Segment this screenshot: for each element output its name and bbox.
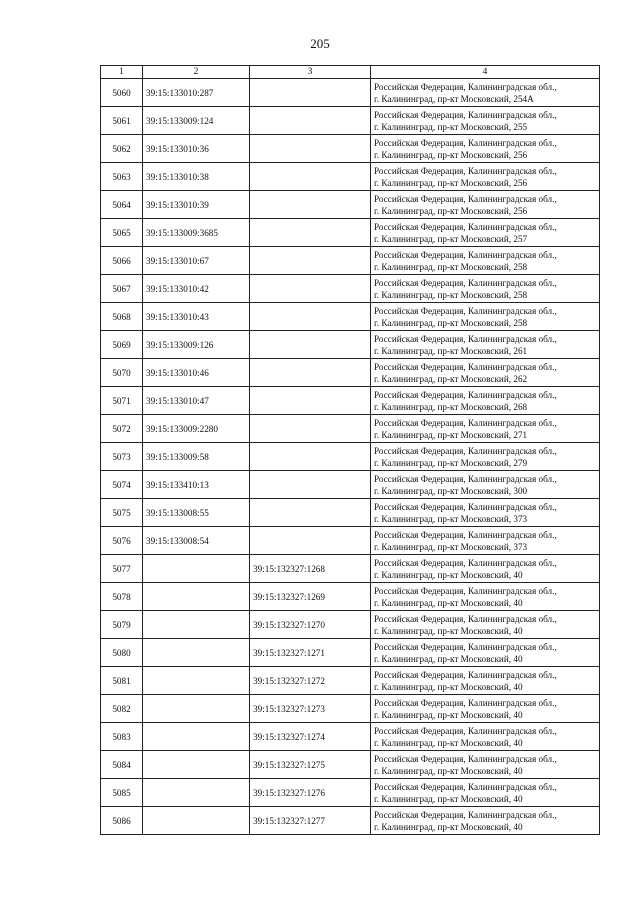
address-line-2: г. Калининград, пр-кт Московский, 258 — [374, 261, 528, 272]
cadastral-number: 39:15:133009:3685 — [143, 219, 250, 247]
row-number: 5067 — [101, 275, 143, 303]
address-line-1: Российская Федерация, Калининградская обл., — [374, 557, 557, 568]
row-number: 5075 — [101, 499, 143, 527]
row-number: 5066 — [101, 247, 143, 275]
table-header-row — [101, 66, 600, 79]
table-row — [101, 415, 600, 443]
building-cadastral-number: 39:15:132327:1268 — [250, 555, 371, 583]
table-row — [101, 247, 600, 275]
page-number: 205 — [310, 36, 330, 51]
cadastral-number: 39:15:133010:38 — [143, 163, 250, 191]
row-number: 5083 — [101, 723, 143, 751]
row-number: 5060 — [101, 79, 143, 107]
row-number: 5063 — [101, 163, 143, 191]
address-line-2: г. Калининград, пр-кт Московский, 40 — [374, 821, 523, 832]
row-number: 5068 — [101, 303, 143, 331]
table-row — [101, 107, 600, 135]
cadastral-number: 39:15:133410:13 — [143, 471, 250, 499]
row-number: 5062 — [101, 135, 143, 163]
row-number: 5064 — [101, 191, 143, 219]
row-number: 5082 — [101, 695, 143, 723]
cadastral-number — [143, 751, 250, 779]
address-cell — [371, 219, 600, 247]
table-row — [101, 443, 600, 471]
building-cadastral-number — [250, 415, 371, 443]
address-line-2: г. Калининград, пр-кт Московский, 373 — [374, 541, 528, 552]
building-cadastral-number — [250, 79, 371, 107]
address-line-1: Российская Федерация, Калининградская обл., — [374, 305, 557, 316]
cadastral-number: 39:15:133009:58 — [143, 443, 250, 471]
cadastral-number: 39:15:133010:42 — [143, 275, 250, 303]
cadastral-number: 39:15:133009:126 — [143, 331, 250, 359]
building-cadastral-number — [250, 135, 371, 163]
table-row — [101, 275, 600, 303]
column-header: 2 — [143, 66, 250, 79]
address-cell — [371, 583, 600, 611]
table-row — [101, 667, 600, 695]
building-cadastral-number — [250, 527, 371, 555]
address-cell — [371, 639, 600, 667]
building-cadastral-number — [250, 275, 371, 303]
cadastral-number: 39:15:133008:54 — [143, 527, 250, 555]
cadastral-number: 39:15:133009:2280 — [143, 415, 250, 443]
cadastral-number — [143, 667, 250, 695]
address-line-1: Российская Федерация, Калининградская обл., — [374, 81, 557, 92]
table-row — [101, 387, 600, 415]
table-row — [101, 359, 600, 387]
address-line-2: г. Калининград, пр-кт Московский, 256 — [374, 205, 528, 216]
table-row — [101, 723, 600, 751]
cadastral-number: 39:15:133010:43 — [143, 303, 250, 331]
address-cell — [371, 135, 600, 163]
address-line-1: Российская Федерация, Калининградская обл., — [374, 613, 557, 624]
row-number: 5084 — [101, 751, 143, 779]
building-cadastral-number — [250, 219, 371, 247]
row-number: 5074 — [101, 471, 143, 499]
address-line-1: Российская Федерация, Калининградская обл., — [374, 809, 557, 820]
column-header: 4 — [371, 66, 600, 79]
address-cell — [371, 471, 600, 499]
address-cell — [371, 191, 600, 219]
building-cadastral-number — [250, 387, 371, 415]
building-cadastral-number: 39:15:132327:1273 — [250, 695, 371, 723]
table-row — [101, 191, 600, 219]
building-cadastral-number — [250, 191, 371, 219]
building-cadastral-number — [250, 107, 371, 135]
cadastral-number: 39:15:133010:287 — [143, 79, 250, 107]
table-row — [101, 163, 600, 191]
address-line-1: Российская Федерация, Калининградская обл., — [374, 389, 557, 400]
address-line-1: Российская Федерация, Калининградская обл., — [374, 277, 557, 288]
address-cell — [371, 247, 600, 275]
address-line-1: Российская Федерация, Калининградская обл., — [374, 137, 557, 148]
building-cadastral-number: 39:15:132327:1270 — [250, 611, 371, 639]
cadastral-number: 39:15:133010:47 — [143, 387, 250, 415]
table-row — [101, 471, 600, 499]
table-row — [101, 583, 600, 611]
address-line-2: г. Калининград, пр-кт Московский, 40 — [374, 709, 523, 720]
address-line-2: г. Калининград, пр-кт Московский, 258 — [374, 317, 528, 328]
address-line-2: г. Калининград, пр-кт Московский, 40 — [374, 737, 523, 748]
address-line-1: Российская Федерация, Калининградская обл., — [374, 249, 557, 260]
table-row — [101, 499, 600, 527]
table-row — [101, 219, 600, 247]
address-line-2: г. Калининград, пр-кт Московский, 40 — [374, 681, 523, 692]
building-cadastral-number — [250, 163, 371, 191]
address-cell — [371, 79, 600, 107]
address-line-2: г. Калининград, пр-кт Московский, 40 — [374, 625, 523, 636]
address-cell — [371, 527, 600, 555]
row-number: 5061 — [101, 107, 143, 135]
address-cell — [371, 555, 600, 583]
table-row — [101, 779, 600, 807]
address-line-1: Российская Федерация, Калининградская обл., — [374, 585, 557, 596]
cadastral-number: 39:15:133010:36 — [143, 135, 250, 163]
building-cadastral-number: 39:15:132327:1276 — [250, 779, 371, 807]
address-cell — [371, 107, 600, 135]
row-number: 5076 — [101, 527, 143, 555]
address-line-2: г. Калининград, пр-кт Московский, 254А — [374, 93, 534, 104]
address-line-2: г. Калининград, пр-кт Московский, 40 — [374, 653, 523, 664]
address-line-2: г. Калининград, пр-кт Московский, 256 — [374, 149, 528, 160]
address-cell — [371, 779, 600, 807]
address-cell — [371, 443, 600, 471]
cadastral-number: 39:15:133010:46 — [143, 359, 250, 387]
address-line-1: Российская Федерация, Калининградская обл., — [374, 641, 557, 652]
address-cell — [371, 331, 600, 359]
address-line-1: Российская Федерация, Калининградская обл., — [374, 669, 557, 680]
address-line-1: Российская Федерация, Калининградская обл., — [374, 445, 557, 456]
address-line-2: г. Калининград, пр-кт Московский, 257 — [374, 233, 528, 244]
address-line-1: Российская Федерация, Калининградская обл., — [374, 501, 557, 512]
building-cadastral-number — [250, 359, 371, 387]
row-number: 5081 — [101, 667, 143, 695]
column-header: 3 — [250, 66, 371, 79]
row-number: 5070 — [101, 359, 143, 387]
building-cadastral-number — [250, 331, 371, 359]
address-line-2: г. Калининград, пр-кт Московский, 373 — [374, 513, 528, 524]
table-row — [101, 135, 600, 163]
address-line-1: Российская Федерация, Калининградская обл., — [374, 697, 557, 708]
building-cadastral-number: 39:15:132327:1269 — [250, 583, 371, 611]
address-line-1: Российская Федерация, Калининградская обл., — [374, 361, 557, 372]
cadastral-number — [143, 639, 250, 667]
address-cell — [371, 359, 600, 387]
row-number: 5073 — [101, 443, 143, 471]
address-cell — [371, 275, 600, 303]
building-cadastral-number: 39:15:132327:1277 — [250, 807, 371, 835]
cadastral-number — [143, 611, 250, 639]
row-number: 5071 — [101, 387, 143, 415]
table-row — [101, 331, 600, 359]
building-cadastral-number — [250, 303, 371, 331]
cadastral-number — [143, 555, 250, 583]
table-body — [101, 79, 600, 835]
table-row — [101, 751, 600, 779]
cadastral-number — [143, 695, 250, 723]
address-cell — [371, 667, 600, 695]
address-line-2: г. Калининград, пр-кт Московский, 279 — [374, 457, 528, 468]
address-line-1: Российская Федерация, Калининградская обл., — [374, 417, 557, 428]
row-number: 5085 — [101, 779, 143, 807]
row-number: 5078 — [101, 583, 143, 611]
address-line-2: г. Калининград, пр-кт Московский, 40 — [374, 597, 523, 608]
cadastral-number — [143, 779, 250, 807]
cadastral-number: 39:15:133010:67 — [143, 247, 250, 275]
address-cell — [371, 415, 600, 443]
address-line-1: Российская Федерация, Калининградская обл., — [374, 529, 557, 540]
address-line-2: г. Калининград, пр-кт Московский, 258 — [374, 289, 528, 300]
building-cadastral-number — [250, 471, 371, 499]
row-number: 5077 — [101, 555, 143, 583]
address-line-1: Российская Федерация, Калининградская обл., — [374, 333, 557, 344]
address-line-2: г. Калининград, пр-кт Московский, 40 — [374, 569, 523, 580]
address-line-1: Российская Федерация, Калининградская обл., — [374, 781, 557, 792]
address-line-2: г. Калининград, пр-кт Московский, 256 — [374, 177, 528, 188]
address-cell — [371, 163, 600, 191]
address-line-1: Российская Федерация, Калининградская обл., — [374, 753, 557, 764]
address-line-2: г. Калининград, пр-кт Московский, 255 — [374, 121, 528, 132]
row-number: 5080 — [101, 639, 143, 667]
row-number: 5069 — [101, 331, 143, 359]
row-number: 5065 — [101, 219, 143, 247]
building-cadastral-number: 39:15:132327:1275 — [250, 751, 371, 779]
address-cell — [371, 499, 600, 527]
address-line-2: г. Калининград, пр-кт Московский, 268 — [374, 401, 528, 412]
address-line-2: г. Калининград, пр-кт Московский, 40 — [374, 793, 523, 804]
cadastral-number: 39:15:133009:124 — [143, 107, 250, 135]
address-cell — [371, 807, 600, 835]
address-cell — [371, 387, 600, 415]
building-cadastral-number — [250, 499, 371, 527]
column-header: 1 — [101, 66, 143, 79]
table-row — [101, 695, 600, 723]
table-row — [101, 79, 600, 107]
address-line-2: г. Калининград, пр-кт Московский, 40 — [374, 765, 523, 776]
cadastral-number — [143, 723, 250, 751]
address-line-2: г. Калининград, пр-кт Московский, 262 — [374, 373, 528, 384]
building-cadastral-number: 39:15:132327:1271 — [250, 639, 371, 667]
building-cadastral-number: 39:15:132327:1272 — [250, 667, 371, 695]
building-cadastral-number — [250, 443, 371, 471]
address-cell — [371, 695, 600, 723]
table-row — [101, 807, 600, 835]
table-row — [101, 527, 600, 555]
address-line-2: г. Калининград, пр-кт Московский, 271 — [374, 429, 528, 440]
cadastral-number: 39:15:133008:55 — [143, 499, 250, 527]
row-number: 5072 — [101, 415, 143, 443]
table-row — [101, 611, 600, 639]
address-line-1: Российская Федерация, Калининградская обл., — [374, 109, 557, 120]
row-number: 5079 — [101, 611, 143, 639]
building-cadastral-number: 39:15:132327:1274 — [250, 723, 371, 751]
address-line-1: Российская Федерация, Калининградская обл., — [374, 193, 557, 204]
cadastral-number — [143, 583, 250, 611]
address-line-2: г. Калининград, пр-кт Московский, 300 — [374, 485, 528, 496]
address-cell — [371, 723, 600, 751]
address-cell — [371, 611, 600, 639]
address-line-2: г. Калининград, пр-кт Московский, 261 — [374, 345, 528, 356]
table-row — [101, 303, 600, 331]
table-row — [101, 639, 600, 667]
address-cell — [371, 303, 600, 331]
address-line-1: Российская Федерация, Калининградская обл., — [374, 165, 557, 176]
address-line-1: Российская Федерация, Калининградская обл., — [374, 221, 557, 232]
address-cell — [371, 751, 600, 779]
building-cadastral-number — [250, 247, 371, 275]
cadastral-number — [143, 807, 250, 835]
address-line-1: Российская Федерация, Калининградская обл., — [374, 473, 557, 484]
address-line-1: Российская Федерация, Калининградская обл., — [374, 725, 557, 736]
row-number: 5086 — [101, 807, 143, 835]
cadastral-number: 39:15:133010:39 — [143, 191, 250, 219]
table-row — [101, 555, 600, 583]
registry-table — [100, 65, 600, 835]
